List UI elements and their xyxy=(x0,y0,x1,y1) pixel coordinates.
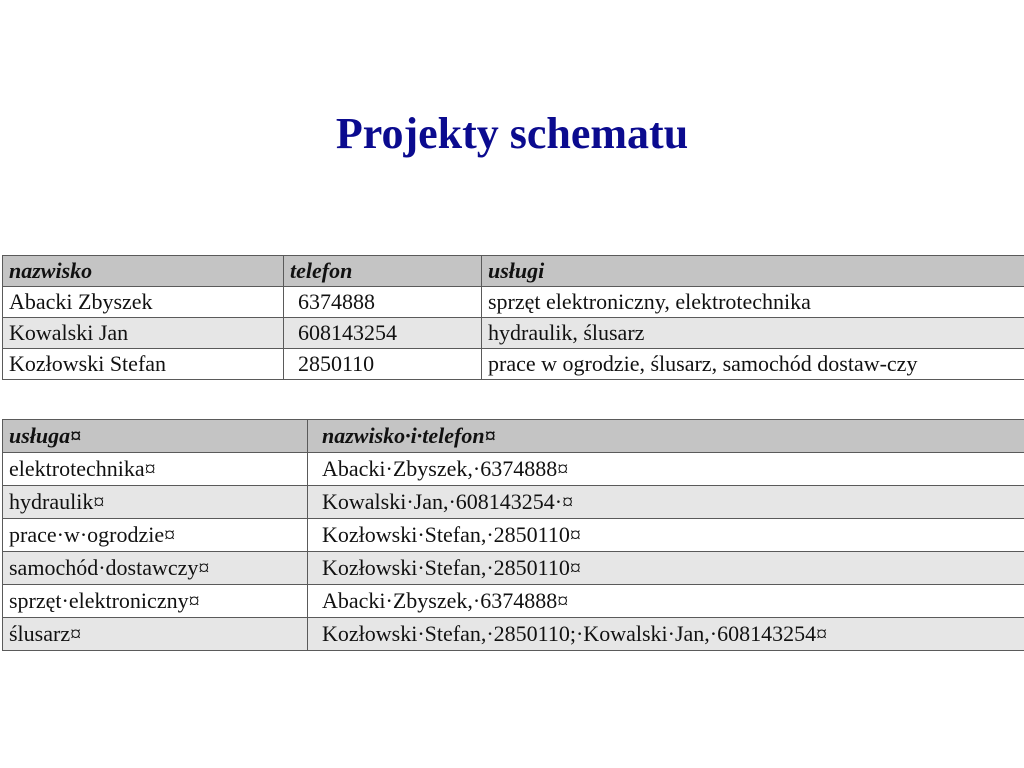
table-row xyxy=(3,349,1024,380)
cell-nazwisko-i-telefon: Abacki·Zbyszek,·6374888¤ xyxy=(308,453,1024,486)
cell-uslugi: sprzęt elektroniczny, elektrotechnika xyxy=(482,287,1024,318)
cell-usluga: prace·w·ogrodzie¤ xyxy=(3,519,308,552)
cell-usluga: elektrotechnika¤ xyxy=(3,453,308,486)
cell-usluga: ślusarz¤ xyxy=(3,618,308,651)
cell-nazwisko-i-telefon: Kozłowski·Stefan,·2850110¤ xyxy=(308,519,1024,552)
cell-nazwisko-i-telefon: Kozłowski·Stefan,·2850110;·Kowalski·Jan,·608143254¤ xyxy=(308,618,1024,651)
table-header-row xyxy=(3,256,1024,287)
table-row xyxy=(3,585,1024,618)
column-header-usluga: usługa¤ xyxy=(3,420,308,453)
contacts-table xyxy=(2,255,1024,380)
table-row xyxy=(3,287,1024,318)
cell-telefon: 608143254 xyxy=(284,318,482,349)
slide-title: Projekty schematu xyxy=(335,109,689,158)
table-header-row xyxy=(3,420,1024,453)
cell-telefon: 2850110 xyxy=(284,349,482,380)
column-header-nazwisko-i-telefon: nazwisko·i·telefon¤ xyxy=(308,420,1024,453)
cell-nazwisko: Kowalski Jan xyxy=(3,318,284,349)
cell-usluga: sprzęt·elektroniczny¤ xyxy=(3,585,308,618)
table-row xyxy=(3,519,1024,552)
cell-nazwisko: Abacki Zbyszek xyxy=(3,287,284,318)
cell-uslugi: hydraulik, ślusarz xyxy=(482,318,1024,349)
column-header-nazwisko: nazwisko xyxy=(3,256,284,287)
column-header-telefon: telefon xyxy=(284,256,482,287)
table-row xyxy=(3,552,1024,585)
cell-nazwisko: Kozłowski Stefan xyxy=(3,349,284,380)
cell-nazwisko-i-telefon: Kowalski·Jan,·608143254·¤ xyxy=(308,486,1024,519)
table-row xyxy=(3,318,1024,349)
services-table xyxy=(2,419,1024,651)
cell-uslugi: prace w ogrodzie, ślusarz, samochód dostaw-czy xyxy=(482,349,1024,380)
column-header-uslugi: usługi xyxy=(482,256,1024,287)
table-row xyxy=(3,618,1024,651)
cell-usluga: hydraulik¤ xyxy=(3,486,308,519)
cell-nazwisko-i-telefon: Kozłowski·Stefan,·2850110¤ xyxy=(308,552,1024,585)
cell-nazwisko-i-telefon: Abacki·Zbyszek,·6374888¤ xyxy=(308,585,1024,618)
table-row xyxy=(3,486,1024,519)
cell-usluga: samochód·dostawczy¤ xyxy=(3,552,308,585)
cell-telefon: 6374888 xyxy=(284,287,482,318)
table-row xyxy=(3,453,1024,486)
